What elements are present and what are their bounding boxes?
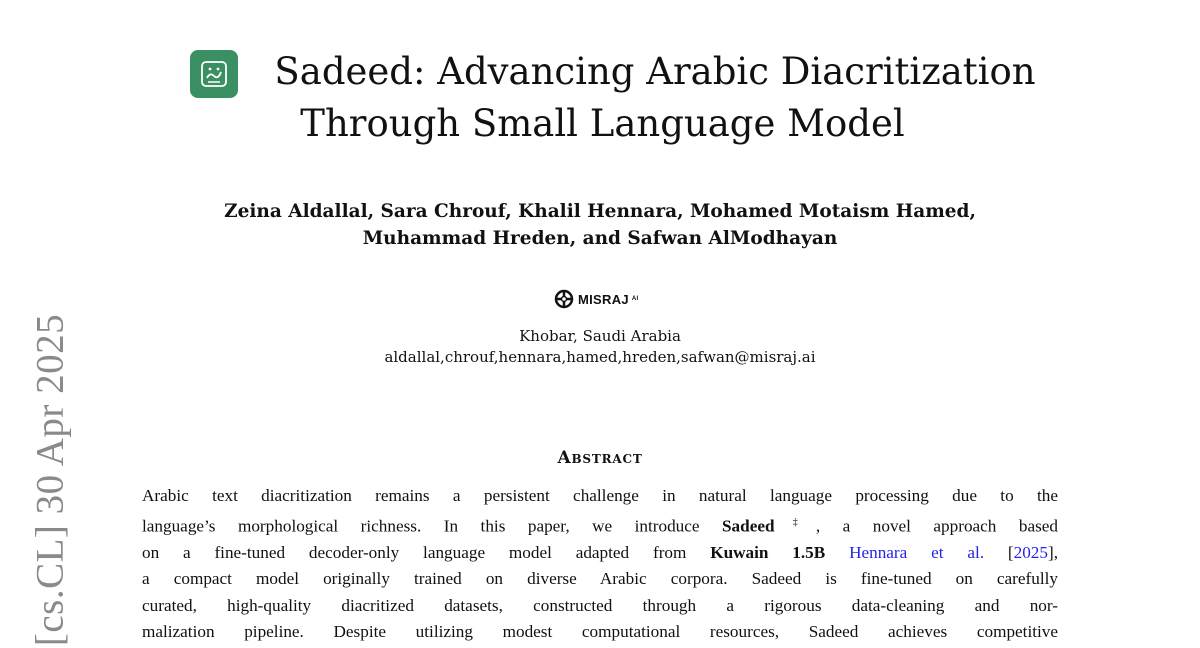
footnote-mark[interactable]: ‡: [774, 516, 816, 528]
author-line-2: Muhammad Hreden, and Safwan AlModhayan: [362, 228, 838, 249]
misraj-logo-icon: [553, 288, 575, 310]
abstract-line-2: language’s morphological richness. In this paper, we introduce Sadeed‡, a novel approach based: [142, 516, 1059, 536]
abstract-line-3: on a fine-tuned decoder-only language model adapted from Kuwain 1.5B Hennara et al. [2025],: [142, 542, 1058, 562]
author-list: [0, 198, 1200, 252]
citation-link-authors[interactable]: Hennara et al.: [849, 542, 985, 562]
paper-title-line-2: Through Small Language Model: [300, 102, 905, 145]
misraj-logo-sub: AI: [631, 296, 639, 302]
base-model-name: Kuwain 1.5B: [710, 542, 826, 562]
abstract-line-6: malization pipeline. Despite utilizing modest computational resources, Sadeed achieves competitive: [142, 622, 1058, 642]
arxiv-stamp: [cs.CL] 30 Apr 2025: [28, 313, 72, 647]
abstract-line-1: Arabic text diacritization remains a persistent challenge in natural language processing due to the: [142, 486, 1058, 505]
abstract-line-4: a compact model originally trained on diverse Arabic corpora. Sadeed is fine-tuned on carefully: [142, 569, 1058, 589]
affiliation-location: Khobar, Saudi Arabia: [519, 327, 681, 345]
misraj-logo: [553, 288, 639, 310]
paper-title-line-1: Sadeed: Advancing Arabic Diacritization: [274, 50, 1036, 93]
abstract-heading: Abstract: [557, 448, 643, 468]
abstract-body: [142, 483, 1058, 646]
author-line-1: Zeina Aldallal, Sara Chrouf, Khalil Hennara, Mohamed Motaism Hamed,: [224, 201, 976, 222]
sadeed-logo-icon: [190, 50, 238, 98]
abstract-line-5: curated, high-quality diacritized datasets, constructed through a rigorous data-cleaning and nor-: [142, 595, 1058, 615]
affiliation: [0, 326, 1200, 368]
misraj-logo-text: MISRAJ: [578, 291, 629, 307]
model-name: Sadeed: [722, 516, 775, 536]
title-block: [0, 46, 1200, 150]
citation-link-year[interactable]: 2025: [1013, 542, 1048, 562]
author-emails[interactable]: aldallal,chrouf,hennara,hamed,hreden,safwan@misraj.ai: [384, 348, 816, 366]
